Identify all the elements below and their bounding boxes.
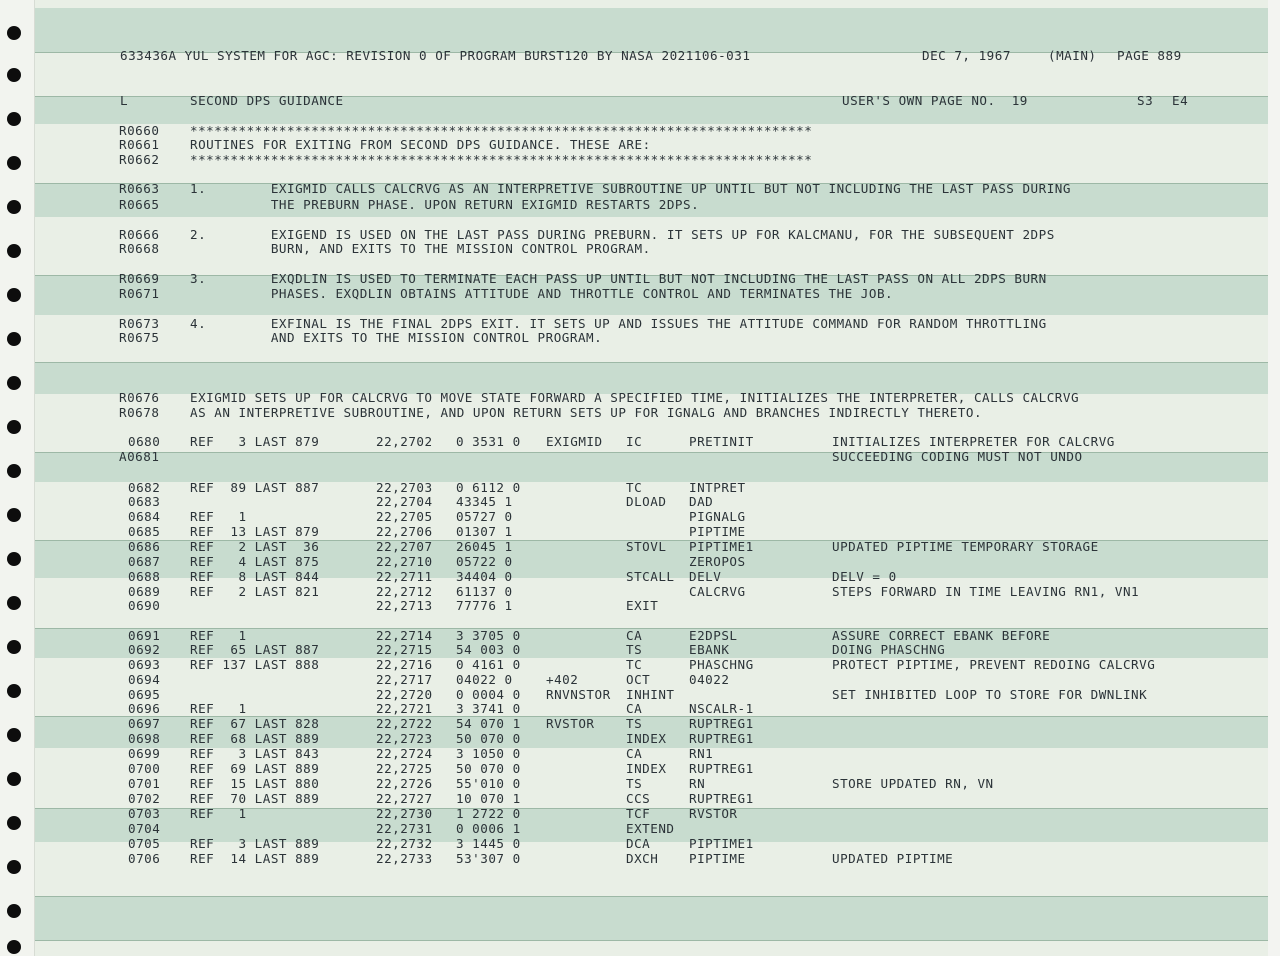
comment: STEPS FORWARD IN TIME LEAVING RN1, VN1 bbox=[832, 584, 1140, 599]
remark-text: 3. EXQDLIN IS USED TO TERMINATE EACH PASS UP UNTIL BUT NOT INCLUDING THE LAST PASS ON ALL 2DPS BURN bbox=[190, 271, 1047, 286]
line-number: 0699 bbox=[128, 746, 161, 761]
octal-word: 3 3705 0 bbox=[456, 628, 521, 643]
line-number: 0705 bbox=[128, 836, 161, 851]
opcode: TS bbox=[626, 716, 643, 731]
symbol-label: EXIGMID bbox=[546, 434, 603, 449]
line-number: R0665 bbox=[119, 197, 160, 212]
line-number: 0683 bbox=[128, 494, 161, 509]
line-number: 0685 bbox=[128, 524, 161, 539]
green-band bbox=[34, 8, 1270, 52]
octal-word: 54 003 0 bbox=[456, 642, 521, 657]
line-number: 0693 bbox=[128, 657, 161, 672]
ref-column: REF 69 LAST 889 bbox=[190, 761, 320, 776]
operand: INTPRET bbox=[689, 480, 746, 495]
symbol-label: RVSTOR bbox=[546, 716, 595, 731]
opcode: TS bbox=[626, 776, 643, 791]
octal-word: 43345 1 bbox=[456, 494, 513, 509]
line-number: 0684 bbox=[128, 509, 161, 524]
symbol-label: +402 bbox=[546, 672, 579, 687]
ref-column: REF 1 bbox=[190, 806, 247, 821]
comment: ASSURE CORRECT EBANK BEFORE bbox=[832, 628, 1051, 643]
opcode: CA bbox=[626, 628, 643, 643]
comment: UPDATED PIPTIME TEMPORARY STORAGE bbox=[832, 539, 1099, 554]
header-date: DEC 7, 1967 bbox=[922, 48, 1011, 63]
ref-column: REF 8 LAST 844 bbox=[190, 569, 320, 584]
tractor-hole bbox=[7, 244, 21, 258]
tractor-hole bbox=[7, 640, 21, 654]
symbol-label: RNVNSTOR bbox=[546, 687, 611, 702]
operand: 04022 bbox=[689, 672, 730, 687]
address: 22,2713 bbox=[376, 598, 433, 613]
operand: RUPTREG1 bbox=[689, 761, 754, 776]
line-number: 0686 bbox=[128, 539, 161, 554]
line-number: R0671 bbox=[119, 286, 160, 301]
line-number: 0680 bbox=[128, 434, 161, 449]
ref-column: REF 1 bbox=[190, 628, 247, 643]
address: 22,2723 bbox=[376, 731, 433, 746]
line-number: 0696 bbox=[128, 701, 161, 716]
tractor-hole bbox=[7, 904, 21, 918]
opcode: STCALL bbox=[626, 569, 675, 584]
line-number: 0698 bbox=[128, 731, 161, 746]
header-title: 633436A YUL SYSTEM FOR AGC: REVISION 0 OF PROGRAM BURST120 BY NASA 2021106-031 bbox=[120, 48, 751, 63]
line-number: R0662 bbox=[119, 152, 160, 167]
operand: PHASCHNG bbox=[689, 657, 754, 672]
line-number: 0700 bbox=[128, 761, 161, 776]
operand: EBANK bbox=[689, 642, 730, 657]
line-number: 0692 bbox=[128, 642, 161, 657]
octal-word: 05722 0 bbox=[456, 554, 513, 569]
opcode: TCF bbox=[626, 806, 651, 821]
ref-column: REF 13 LAST 879 bbox=[190, 524, 320, 539]
octal-word: 10 070 1 bbox=[456, 791, 521, 806]
operand: RUPTREG1 bbox=[689, 716, 754, 731]
tractor-hole bbox=[7, 156, 21, 170]
operand: PIGNALG bbox=[689, 509, 746, 524]
octal-word: 77776 1 bbox=[456, 598, 513, 613]
remark-text: EXIGMID SETS UP FOR CALCRVG TO MOVE STATE FORWARD A SPECIFIED TIME, INITIALIZES THE INTERPRETER, CALLS CALCRVG bbox=[190, 390, 1080, 405]
ref-column: REF 3 LAST 879 bbox=[190, 434, 320, 449]
line-number: 0682 bbox=[128, 480, 161, 495]
octal-word: 3 1445 0 bbox=[456, 836, 521, 851]
comment: DELV = 0 bbox=[832, 569, 897, 584]
comment: SET INHIBITED LOOP TO STORE FOR DWNLINK bbox=[832, 687, 1148, 702]
octal-word: 34404 0 bbox=[456, 569, 513, 584]
address: 22,2703 bbox=[376, 480, 433, 495]
tractor-hole bbox=[7, 772, 21, 786]
opcode: INDEX bbox=[626, 731, 667, 746]
ref-column: REF 14 LAST 889 bbox=[190, 851, 320, 866]
tractor-hole bbox=[7, 728, 21, 742]
tractor-hole bbox=[7, 816, 21, 830]
octal-word: 54 070 1 bbox=[456, 716, 521, 731]
ref-column: REF 137 LAST 888 bbox=[190, 657, 320, 672]
ref-column: REF 67 LAST 828 bbox=[190, 716, 320, 731]
address: 22,2702 bbox=[376, 434, 433, 449]
ref-column: REF 89 LAST 887 bbox=[190, 480, 320, 495]
operand: RN1 bbox=[689, 746, 714, 761]
header-page: PAGE 889 bbox=[1117, 48, 1182, 63]
line-number: 0689 bbox=[128, 584, 161, 599]
right-edge bbox=[1268, 0, 1280, 956]
line-number: R0666 bbox=[119, 227, 160, 242]
remark-text: ***************************************************************************** bbox=[190, 123, 813, 138]
operand: PIPTIME bbox=[689, 524, 746, 539]
tractor-hole bbox=[7, 68, 21, 82]
address: 22,2706 bbox=[376, 524, 433, 539]
operand: RUPTREG1 bbox=[689, 791, 754, 806]
line-number: R0673 bbox=[119, 316, 160, 331]
tractor-hole bbox=[7, 684, 21, 698]
address: 22,2710 bbox=[376, 554, 433, 569]
comment: PROTECT PIPTIME, PREVENT REDOING CALCRVG bbox=[832, 657, 1156, 672]
ref-column: REF 70 LAST 889 bbox=[190, 791, 320, 806]
tractor-hole bbox=[7, 420, 21, 434]
operand: RVSTOR bbox=[689, 806, 738, 821]
tractor-hole bbox=[7, 552, 21, 566]
line-number: R0678 bbox=[119, 405, 160, 420]
tractor-hole bbox=[7, 464, 21, 478]
octal-word: 50 070 0 bbox=[456, 731, 521, 746]
e4-marker: E4 bbox=[1172, 93, 1189, 108]
tractor-hole bbox=[7, 112, 21, 126]
tractor-hole bbox=[7, 332, 21, 346]
octal-word: 0 0004 0 bbox=[456, 687, 521, 702]
operand: RN bbox=[689, 776, 706, 791]
tractor-margin bbox=[0, 0, 35, 956]
opcode: INHINT bbox=[626, 687, 675, 702]
address: 22,2705 bbox=[376, 509, 433, 524]
operand: ZEROPOS bbox=[689, 554, 746, 569]
octal-word: 05727 0 bbox=[456, 509, 513, 524]
line-number: R0663 bbox=[119, 181, 160, 196]
ref-column: REF 3 LAST 843 bbox=[190, 746, 320, 761]
octal-word: 04022 0 bbox=[456, 672, 513, 687]
address: 22,2733 bbox=[376, 851, 433, 866]
operand: PIPTIME1 bbox=[689, 539, 754, 554]
operand: CALCRVG bbox=[689, 584, 746, 599]
comment: SUCCEEDING CODING MUST NOT UNDO bbox=[832, 449, 1083, 464]
operand: RUPTREG1 bbox=[689, 731, 754, 746]
address: 22,2720 bbox=[376, 687, 433, 702]
ref-column: REF 1 bbox=[190, 701, 247, 716]
octal-word: 3 3741 0 bbox=[456, 701, 521, 716]
line-number: 0688 bbox=[128, 569, 161, 584]
octal-word: 0 3531 0 bbox=[456, 434, 521, 449]
address: 22,2704 bbox=[376, 494, 433, 509]
address: 22,2732 bbox=[376, 836, 433, 851]
opcode: TS bbox=[626, 642, 643, 657]
octal-word: 0 0006 1 bbox=[456, 821, 521, 836]
octal-word: 53'307 0 bbox=[456, 851, 521, 866]
octal-word: 01307 1 bbox=[456, 524, 513, 539]
remark-text: 1. EXIGMID CALLS CALCRVG AS AN INTERPRETIVE SUBROUTINE UP UNTIL BUT NOT INCLUDING THE LAST PASS DURING bbox=[190, 181, 1071, 196]
address: 22,2721 bbox=[376, 701, 433, 716]
line-number: 0695 bbox=[128, 687, 161, 702]
remark-text: PHASES. EXQDLIN OBTAINS ATTITUDE AND THROTTLE CONTROL AND TERMINATES THE JOB. bbox=[190, 286, 894, 301]
ref-column: REF 65 LAST 887 bbox=[190, 642, 320, 657]
tractor-hole bbox=[7, 860, 21, 874]
address: 22,2727 bbox=[376, 791, 433, 806]
comment: DOING PHASCHNG bbox=[832, 642, 946, 657]
opcode: TC bbox=[626, 657, 643, 672]
operand: PIPTIME bbox=[689, 851, 746, 866]
remark-text: ROUTINES FOR EXITING FROM SECOND DPS GUIDANCE. THESE ARE: bbox=[190, 137, 651, 152]
comment: UPDATED PIPTIME bbox=[832, 851, 954, 866]
operand: PIPTIME1 bbox=[689, 836, 754, 851]
green-band bbox=[34, 452, 1270, 482]
opcode: DLOAD bbox=[626, 494, 667, 509]
address: 22,2716 bbox=[376, 657, 433, 672]
remark-text: THE PREBURN PHASE. UPON RETURN EXIGMID RESTARTS 2DPS. bbox=[190, 197, 700, 212]
tractor-hole bbox=[7, 508, 21, 522]
band-rule bbox=[34, 362, 1270, 363]
remark-text: AS AN INTERPRETIVE SUBROUTINE, AND UPON RETURN SETS UP FOR IGNALG AND BRANCHES INDIRECTLY THERETO. bbox=[190, 405, 983, 420]
green-band bbox=[34, 896, 1270, 940]
line-number: 0701 bbox=[128, 776, 161, 791]
line-number: 0687 bbox=[128, 554, 161, 569]
address: 22,2715 bbox=[376, 642, 433, 657]
comment: INITIALIZES INTERPRETER FOR CALCRVG bbox=[832, 434, 1115, 449]
opcode: STOVL bbox=[626, 539, 667, 554]
octal-word: 0 4161 0 bbox=[456, 657, 521, 672]
tractor-hole bbox=[7, 940, 21, 954]
tractor-hole bbox=[7, 288, 21, 302]
address: 22,2726 bbox=[376, 776, 433, 791]
octal-word: 55'010 0 bbox=[456, 776, 521, 791]
address: 22,2724 bbox=[376, 746, 433, 761]
address: 22,2725 bbox=[376, 761, 433, 776]
opcode: CCS bbox=[626, 791, 651, 806]
opcode: EXIT bbox=[626, 598, 659, 613]
line-number: R0668 bbox=[119, 241, 160, 256]
band-rule bbox=[34, 896, 1270, 897]
line-number: 0703 bbox=[128, 806, 161, 821]
octal-word: 50 070 0 bbox=[456, 761, 521, 776]
ref-column: REF 15 LAST 880 bbox=[190, 776, 320, 791]
octal-word: 3 1050 0 bbox=[456, 746, 521, 761]
user-page-number: USER'S OWN PAGE NO. 19 bbox=[842, 93, 1028, 108]
opcode: IC bbox=[626, 434, 643, 449]
octal-word: 0 6112 0 bbox=[456, 480, 521, 495]
operand: NSCALR-1 bbox=[689, 701, 754, 716]
line-number: R0661 bbox=[119, 137, 160, 152]
line-number: 0706 bbox=[128, 851, 161, 866]
tractor-hole bbox=[7, 26, 21, 40]
address: 22,2731 bbox=[376, 821, 433, 836]
opcode: INDEX bbox=[626, 761, 667, 776]
opcode: TC bbox=[626, 480, 643, 495]
operand: DELV bbox=[689, 569, 722, 584]
remark-text: BURN, AND EXITS TO THE MISSION CONTROL PROGRAM. bbox=[190, 241, 651, 256]
address: 22,2707 bbox=[376, 539, 433, 554]
address: 22,2730 bbox=[376, 806, 433, 821]
header-main: (MAIN) bbox=[1048, 48, 1097, 63]
address: 22,2717 bbox=[376, 672, 433, 687]
tractor-hole bbox=[7, 200, 21, 214]
line-number: 0690 bbox=[128, 598, 161, 613]
operand: PRETINIT bbox=[689, 434, 754, 449]
address: 22,2711 bbox=[376, 569, 433, 584]
address: 22,2712 bbox=[376, 584, 433, 599]
line-number: R0669 bbox=[119, 271, 160, 286]
opcode: OCT bbox=[626, 672, 651, 687]
opcode: CA bbox=[626, 746, 643, 761]
tractor-hole bbox=[7, 376, 21, 390]
remark-text: ***************************************************************************** bbox=[190, 152, 813, 167]
line-number: 0697 bbox=[128, 716, 161, 731]
address: 22,2722 bbox=[376, 716, 433, 731]
octal-word: 26045 1 bbox=[456, 539, 513, 554]
opcode: DCA bbox=[626, 836, 651, 851]
opcode: CA bbox=[626, 701, 643, 716]
ref-column: REF 4 LAST 875 bbox=[190, 554, 320, 569]
line-number: A0681 bbox=[119, 449, 160, 464]
line-number: R0675 bbox=[119, 330, 160, 345]
operand: DAD bbox=[689, 494, 714, 509]
section-title: SECOND DPS GUIDANCE bbox=[190, 93, 344, 108]
remark-text: 4. EXFINAL IS THE FINAL 2DPS EXIT. IT SETS UP AND ISSUES THE ATTITUDE COMMAND FOR RANDOM THROTTLING bbox=[190, 316, 1047, 331]
operand: E2DPSL bbox=[689, 628, 738, 643]
ref-column: REF 3 LAST 889 bbox=[190, 836, 320, 851]
ref-column: REF 68 LAST 889 bbox=[190, 731, 320, 746]
remark-text: 2. EXIGEND IS USED ON THE LAST PASS DURING PREBURN. IT SETS UP FOR KALCMANU, FOR THE SUBSEQUENT 2DPS bbox=[190, 227, 1055, 242]
ref-column: REF 1 bbox=[190, 509, 247, 524]
opcode: EXTEND bbox=[626, 821, 675, 836]
band-rule bbox=[34, 940, 1270, 941]
opcode: DXCH bbox=[626, 851, 659, 866]
line-number: 0702 bbox=[128, 791, 161, 806]
band-rule bbox=[34, 452, 1270, 453]
octal-word: 1 2722 0 bbox=[456, 806, 521, 821]
line-number: R0660 bbox=[119, 123, 160, 138]
line-number: R0676 bbox=[119, 390, 160, 405]
log-section-letter: L bbox=[120, 93, 129, 108]
line-number: 0691 bbox=[128, 628, 161, 643]
s3-marker: S3 bbox=[1137, 93, 1154, 108]
address: 22,2714 bbox=[376, 628, 433, 643]
line-number: 0704 bbox=[128, 821, 161, 836]
remark-text: AND EXITS TO THE MISSION CONTROL PROGRAM. bbox=[190, 330, 603, 345]
tractor-hole bbox=[7, 596, 21, 610]
ref-column: REF 2 LAST 821 bbox=[190, 584, 320, 599]
comment: STORE UPDATED RN, VN bbox=[832, 776, 994, 791]
octal-word: 61137 0 bbox=[456, 584, 513, 599]
ref-column: REF 2 LAST 36 bbox=[190, 539, 320, 554]
line-number: 0694 bbox=[128, 672, 161, 687]
